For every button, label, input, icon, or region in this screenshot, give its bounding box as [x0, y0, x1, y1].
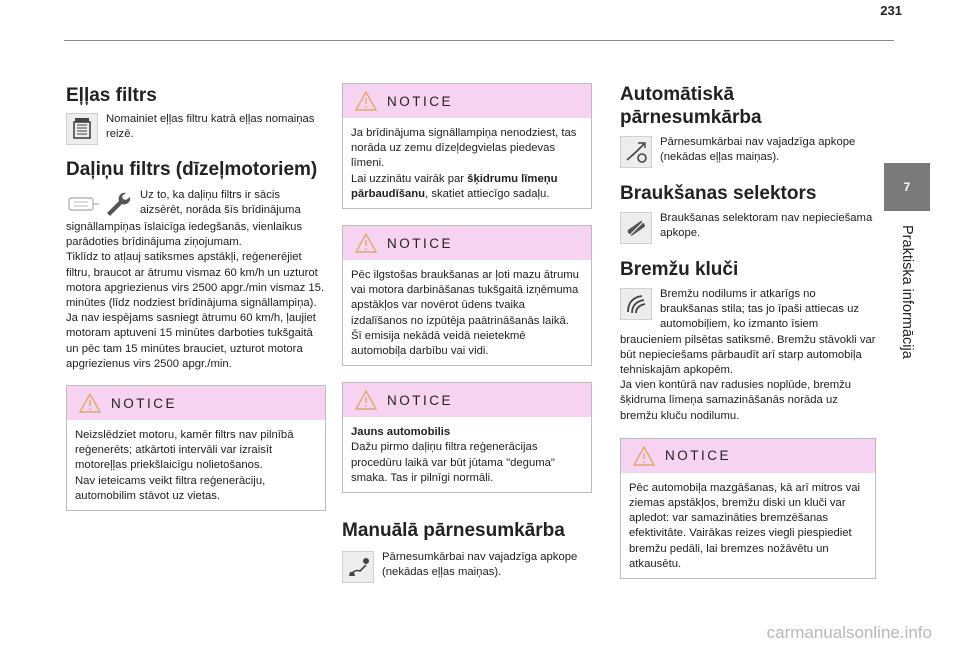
chapter-number: 7 [903, 180, 911, 194]
selector-heading: Braukšanas selektors [620, 183, 817, 204]
notice-title: NOTICE [387, 392, 454, 408]
notice-title: NOTICE [111, 395, 178, 411]
auto-gearbox-text: Pārnesumkārbai nav vajadzīga apkope (nekādas eļļas maiņas). [660, 136, 856, 164]
selector-text: Braukšanas selektoram nav nepieciešama apkope. [660, 212, 873, 240]
notice-title: NOTICE [387, 235, 454, 251]
warning-triangle-icon [633, 446, 655, 466]
notice-brakes-text: Pēc automobiļa mazgāšanas, kā arī mitros vai ziemas apstākļos, bremžu diski un kluči var apledot: var samazināties bremzēšanas efektivitāte. Vairākas reizes viegli piespiediet bremžu pedāli, lai bremzes nožāvētu un atkausētu. [629, 481, 861, 570]
chapter-tab[interactable] [884, 163, 930, 211]
particle-filter-line-2: aizsērēt, norāda šīs brīdinājuma [140, 204, 301, 217]
notice-box-new-vehicle [342, 382, 592, 493]
particle-filter-line-5: Ja nav iespējams sasniegt ātrumu 60 km/h, ļaujiet motoram aptuveni 15 minūtes darboties tukšgaitā un pēc tam 15 minūtes brauciet, uzturot motora apgriezienus virs 2500 apgr./min. [66, 312, 316, 370]
notice-box-brakes [620, 438, 876, 579]
column-1 [66, 80, 326, 511]
column-3 [620, 80, 876, 579]
particle-filter-line-1: Uz to, ka daļiņu filtrs ir sācis [140, 189, 280, 201]
notice-line-1: Neizslēdziet motoru, kamēr filtrs nav pilnībā reģenerēts; atkārtoti intervāli var izraisīt motoreļļas priekšlaicīgu nolietošanos. [75, 429, 294, 472]
header-rule [64, 40, 894, 41]
notice-box-steam [342, 225, 592, 366]
oil-filter-icon [66, 113, 98, 145]
warning-triangle-icon [355, 91, 377, 111]
warning-triangle-icon [79, 393, 101, 413]
auto-gearbox-heading: Automātiskā pārnesumkārba [620, 84, 762, 128]
particle-filter-heading: Daļiņu filtrs (dīzeļmotoriem) [66, 159, 318, 180]
particle-filter-icons [66, 190, 132, 218]
notice-header [343, 383, 591, 417]
notice-new-vehicle-text: Dažu pirmo daļiņu filtra reģenerācijas procedūru laikā var būt jūtama "deguma" smaka. Tas ir pilnīgi normāli. [351, 441, 555, 484]
watermark: carmanualsonline.info [766, 623, 932, 642]
notice-title: NOTICE [387, 93, 454, 109]
particle-filter-line-3: signāllampiņas īslaicīga iedegšanās, vienlaikus parādoties brīdinājuma ziņojumam. [66, 221, 303, 249]
notice-header [67, 386, 325, 420]
brake-pads-line-2: Ja vien kontūrā nav radusies noplūde, bremžu šķidruma līmeņa samazināšanās norāda uz bremžu kluču nodilumu. [620, 379, 852, 422]
notice-additive-line-2: Lai uzzinātu vairāk par šķidrumu līmeņu pārbaudīšanu, skatiet attiecīgo sadaļu. [351, 172, 558, 200]
particle-filter-line-4: Tiklīdz to atļauj satiksmes apstākļi, reģenerējiet filtru, braucot ar ātrumu vismaz 60 km/h un uzturot motora apgriezienus virs 2500 apgr./min vismaz 15. minūtes (līdz nodziest brīdinājuma signāllampiņa). [66, 251, 325, 310]
page-number: 231 [880, 3, 902, 18]
brake-pad-icon [620, 288, 652, 320]
notice-new-vehicle-bold: Jauns automobilis [351, 426, 451, 439]
auto-gearbox-icon [620, 136, 652, 168]
notice-steam-line-1: Pēc ilgstošas braukšanas ar ļoti mazu ātrumu vai motora darbināšanas tukšgaitā izņēmuma apstākļos var novērot ūdens tvaika izdalīšanos no izpūtēja paātrināšanās laikā. [351, 269, 579, 327]
warning-triangle-icon [355, 233, 377, 253]
column-2 [342, 80, 592, 585]
notice-additive-line-1: Ja brīdinājuma signāllampiņa nenodziest, tas norāda uz zemu dīzeļdegvielas piedevas līmeni. [351, 127, 577, 170]
brake-pads-line-1: Bremžu nodilums ir atkarīgs no braukšanas stila; tas jo īpaši attiecas uz automobiļiem, ko izmanto īsiem braucieniem pilsētas satiksmē. Bremžu stāvokli var būt nepieciešams pārbaudīt arī starp automobiļa tehniskajām apkopēm. [620, 288, 876, 377]
notice-line-2: Nav ieteicams veikt filtra reģenerāciju, automobilim stāvot uz vietas. [75, 474, 266, 502]
warning-lamp-icon [66, 192, 100, 216]
manual-gearbox-icon [342, 551, 374, 583]
notice-steam-line-2: Šī emisija nekādā veidā neietekmē automobiļa darbību vai vidi. [351, 329, 526, 358]
warning-triangle-icon [355, 390, 377, 410]
notice-header [621, 439, 875, 473]
notice-header [343, 84, 591, 118]
notice-box-col1 [66, 385, 326, 511]
notice-title: NOTICE [665, 448, 732, 464]
brake-pads-heading: Bremžu kluči [620, 259, 739, 280]
wrench-icon [104, 190, 132, 218]
manual-gearbox-text: Pārnesumkārbai nav vajadzīga apkope (nekādas eļļas maiņas). [382, 551, 578, 579]
manual-gearbox-heading: Manuālā pārnesumkārba [342, 520, 565, 542]
chapter-title: Praktiska informācija [899, 225, 915, 359]
notice-header [343, 226, 591, 260]
notice-box-additive [342, 83, 592, 209]
fluid-levels-link[interactable]: šķidrumu līmeņu pārbaudīšanu [351, 172, 558, 200]
selector-icon [620, 212, 652, 244]
oil-filter-heading: Eļļas filtrs [66, 85, 157, 106]
oil-filter-text: Nomainiet eļļas filtru katrā eļļas nomaiņas reizē. [106, 113, 315, 141]
